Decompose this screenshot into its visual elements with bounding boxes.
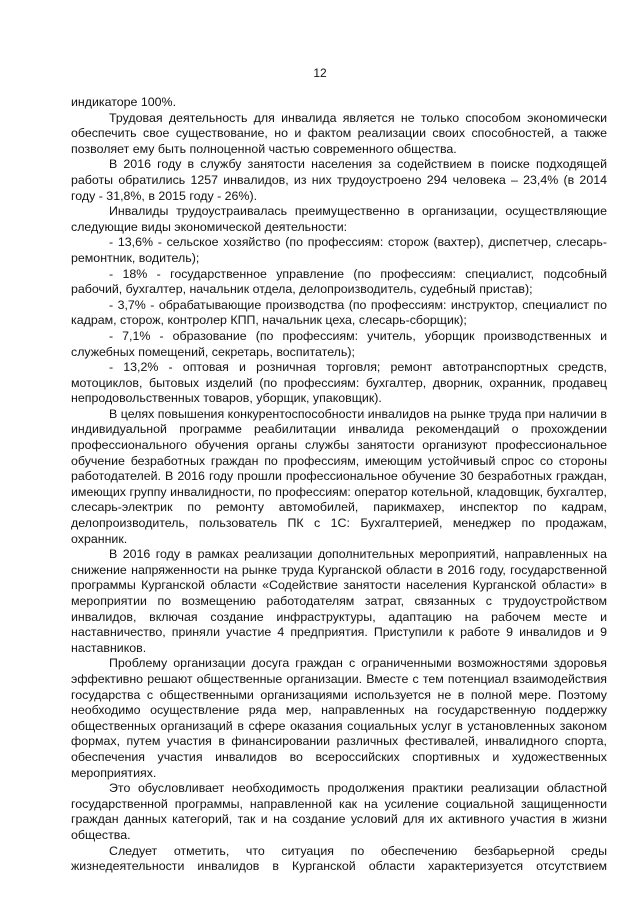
paragraph: Проблему организации досуга граждан с ограниченными возможностями здоровья эффективно решают общественные организации. Вместе с тем потенциал взаимодействия государства с общественными организациями используется не в полной мере. Поэтому необходимо осуществление ряда мер, направленных на государственную поддержку общественных организаций в сфере оказания социальных услуг в установленных законом формах, путем участия в финансировании различных фестивалей, инвалидного спорта, обеспечения участия инвалидов во всероссийских спортивных и художественных мероприятиях. <box>71 656 607 780</box>
paragraph: Это обусловливает необходимость продолжения практики реализации областной государственной программы, направленной как на усиление социальной защищенности граждан данных категорий, так и на создание условий для их активного участия в жизни общества. <box>71 781 607 842</box>
paragraph: Инвалиды трудоустраивалась преимущественно в организации, осуществляющие следующие виды экономической деятельности: <box>71 204 607 234</box>
paragraph: В 2016 году в рамках реализации дополнительных мероприятий, направленных на снижение напряженности на рынке труда Курганской области в 2016 году, государственной программы Курганской области «Содействие занятости населения Курганской области» в мероприятии по возмещению работодателям затрат, связанных с трудоустройством инвалидов, включая создание инфраструктуры, адаптацию на рабочем месте и наставничество, приняли участие 4 предприятия. Приступили к работе 9 инвалидов и 9 наставников. <box>71 547 607 655</box>
list-item: - 18% - государственное управление (по профессиям: специалист, подсобный рабочий, бухгалтер, начальник отдела, делопроизводитель, судебный пристав); <box>71 266 607 297</box>
paragraph: Трудовая деятельность для инвалида является не только способом экономически обеспечить свое существование, но и фактом реализации своих способностей, а также позволяет ему быть полноценной частью современного общества. <box>71 110 607 156</box>
list-item: - 13,2% - оптовая и розничная торговля; ремонт автотранспортных средств, мотоциклов, бытовых изделий (по профессиям: бухгалтер, дворник, охранник, продавец непродовольственных товаров, уборщик, упаковщик). <box>71 360 607 406</box>
paragraph: В целях повышения конкурентоспособности инвалидов на рынке труда при наличии в индивидуальной программе реабилитации инвалида рекомендаций о прохождении профессионального обучения органы службы занятости организуют профессиональное обучение безработных граждан по профессиям, имеющим устойчивый спрос со стороны работодателей. В 2016 году прошли профессиональное обучение 30 безработных граждан, имеющих группу инвалидности, по профессиям: оператор котельной, кладовщик, бухгалтер, слесарь-электрик по ремонту автомобилей, парикмахер, инспектор по кадрам, делопроизводитель, пользователь ПК с 1С: Бухгалтерией, менеджер по продажам, охранник. <box>71 406 607 546</box>
list-item: - 7,1% - образование (по профессиям: учитель, уборщик производственных и служебных помещений, секретарь, воспитатель); <box>71 328 607 359</box>
paragraph: индикаторе 100%. <box>71 95 177 109</box>
paragraph: В 2016 году в службу занятости населения за содействием в поиске подходящей работы обратились 1257 инвалидов, из них трудоустроено 294 человека – 23,4% (в 2014 году - 31,8%, в 2015 году - 26%). <box>71 157 607 203</box>
document-body <box>71 95 607 875</box>
list-item: - 3,7% - обрабатывающие производства (по профессиям: инструктор, специалист по кадрам, сторож, контролер КПП, начальник цеха, слесарь-сборщик); <box>71 297 607 328</box>
list-item: - 13,6% - сельское хозяйство (по профессиям: сторож (вахтер), диспетчер, слесарь-ремонтник, водитель); <box>71 235 607 265</box>
paragraph: Следует отметить, что ситуация по обеспечению безбарьерной среды жизнедеятельности инвалидов в Курганской области характеризуется отсутствием <box>71 843 607 874</box>
page-number: 12 <box>313 66 327 80</box>
